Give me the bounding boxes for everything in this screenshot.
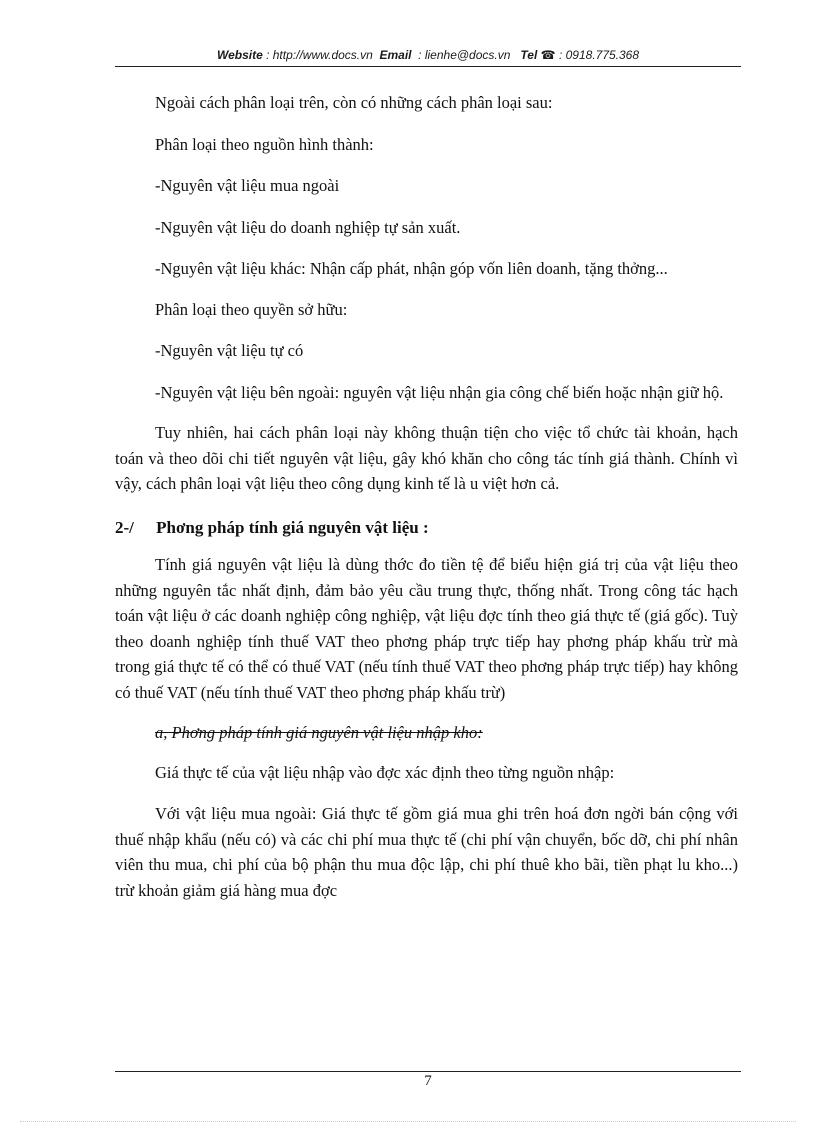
header-divider [115,66,741,67]
paragraph: Giá thực tế của vật liệu nhập vào đợc xác định theo từng nguồn nhập: [155,762,615,782]
tel-label: Tel [520,48,538,62]
website-value: : http://www.docs.vn [266,48,373,62]
list-item: -Nguyên vật liệu khác: Nhận cấp phát, nhận góp vốn liên doanh, tặng thởng... [155,259,668,278]
website-label: Website [216,48,263,62]
section-heading [115,515,738,541]
list-item: -Nguyên vật liệu mua ngoài [155,176,340,195]
paragraph: Ngoài cách phân loại trên, còn có những cách phân loại sau: [155,93,553,112]
paragraph: Phân loại theo nguồn hình thành: [155,134,374,154]
page-number: 7 [424,1073,432,1089]
paragraph: Với vật liệu mua ngoài: Giá thực tế gồm giá mua ghi trên hoá đơn ngời bán cộng với thuế nhập khẩu (nếu có) và các chi phí mua thực tế (chi phí vận chuyển, bốc dỡ, chi phí nhân viên thu mua, chi phí của bộ phận thu mua độc lập, chi phí thuê kho bãi, tiền phạt lu kho...) trừ khoản giảm giá hàng mua đợc [115,804,738,900]
page-edge-divider [20,1121,796,1122]
page-header [115,48,741,62]
paragraph: Phân loại theo quyền sở hữu: [155,299,348,319]
footer-divider [115,1071,741,1072]
subsection-heading: a, Phơng pháp tính giá nguyên vật liệu nhập kho: [155,723,483,742]
paragraph: Tính giá nguyên vật liệu là dùng thớc đo tiền tệ để biểu hiện giá trị của vật liệu theo những nguyên tắc nhất định, đảm bảo yêu cầu trung thực, thống nhất. Trong công tác hạch toán vật liệu ở các doanh nghiệp công nghiệp, vật liệu đợc tính theo giá thực tế (giá gốc). Tuỳ theo doanh nghiệp tính thuế VAT theo phơng pháp trực tiếp hay phơng pháp khấu trừ mà trong giá thực tế có thể có thuế VAT (nếu tính thuế VAT theo phơng pháp trực tiếp) hay không có thuế VAT (nếu tính thuế VAT theo phơng pháp khấu trừ) [115,555,738,702]
paragraph: Tuy nhiên, hai cách phân loại này không thuận tiện cho việc tổ chức tài khoản, hạch toán và theo dõi chi tiết nguyên vật liệu, gây khó khăn cho công tác tính giá thành. Chính vì vậy, cách phân loại vật liệu theo công dụng kinh tế là u việt hơn cả. [115,423,738,493]
section-number: 2-/ [115,517,134,537]
tel-value: ☎ : 0918.775.368 [540,48,640,62]
list-item: -Nguyên vật liệu tự có [155,341,304,360]
list-item: -Nguyên vật liệu do doanh nghiệp tự sản xuất. [155,217,461,237]
email-value: : lienhe@docs.vn [418,48,511,62]
document-body [115,90,738,918]
section-title: Phơng pháp tính giá nguyên vật liệu : [156,517,429,537]
list-item: -Nguyên vật liệu bên ngoài: nguyên vật liệu nhận gia công chế biến hoặc nhận giữ hộ. [155,382,724,402]
email-label: Email [379,48,412,62]
